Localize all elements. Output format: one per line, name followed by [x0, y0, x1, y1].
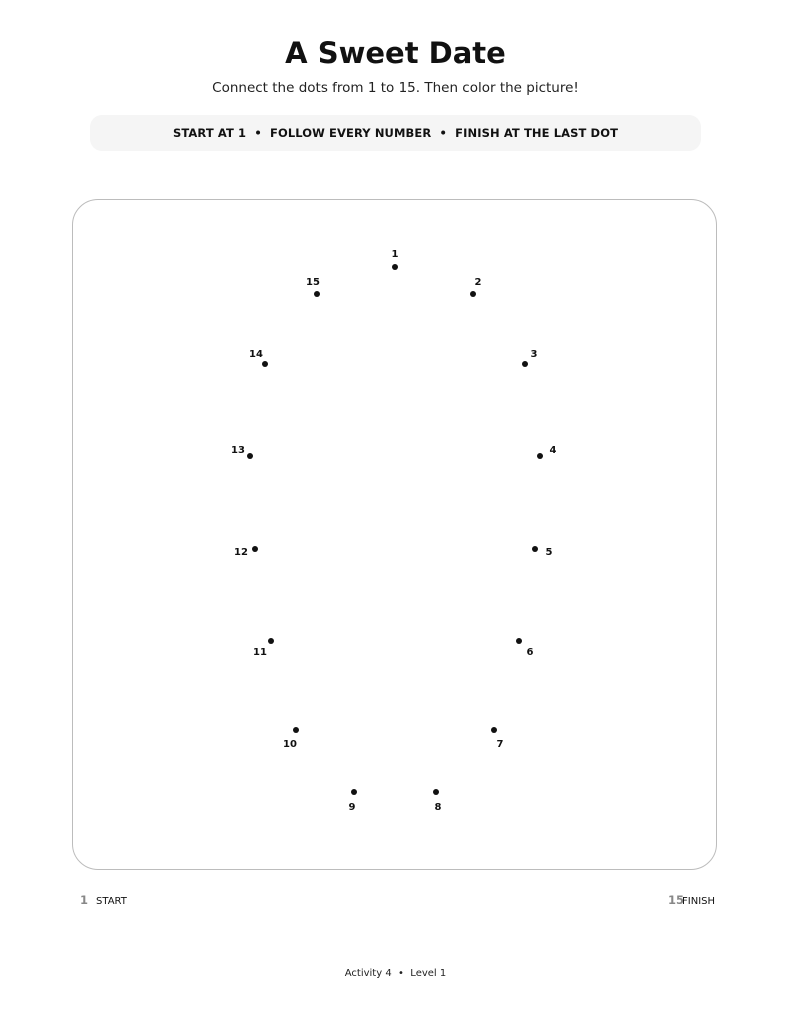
dot-label-13: 13	[231, 445, 245, 456]
dot-11[interactable]	[268, 638, 274, 644]
dot-label-6: 6	[526, 647, 534, 658]
finish-number: 15	[668, 893, 685, 907]
start-number: 1	[80, 893, 89, 907]
dot-label-14: 14	[249, 349, 263, 360]
activity-footer: Activity 4 • Level 1	[344, 968, 447, 979]
dot-9[interactable]	[351, 789, 357, 795]
dot-7[interactable]	[491, 727, 497, 733]
dot-2[interactable]	[470, 291, 476, 297]
start-label: START	[96, 896, 127, 907]
dot-label-3: 3	[530, 349, 538, 360]
dot-label-4: 4	[549, 445, 557, 456]
dot-label-10: 10	[283, 739, 297, 750]
legend-finish	[668, 893, 715, 907]
dot-label-8: 8	[434, 802, 442, 813]
dot-14[interactable]	[262, 361, 268, 367]
dot-label-9: 9	[348, 802, 356, 813]
dot-label-1: 1	[391, 249, 399, 260]
dot-15[interactable]	[314, 291, 320, 297]
finish-label: FINISH	[682, 896, 716, 907]
dot-label-11: 11	[253, 647, 267, 658]
dot-3[interactable]	[522, 361, 528, 367]
dot-label-12: 12	[234, 547, 248, 558]
instructions-text: START AT 1 • FOLLOW EVERY NUMBER • FINISH AT THE LAST DOT	[172, 126, 619, 140]
dot-5[interactable]	[532, 546, 538, 552]
page-subtitle: Connect the dots from 1 to 15. Then color the picture!	[212, 80, 579, 96]
dot-8[interactable]	[433, 789, 439, 795]
dot-4[interactable]	[537, 453, 543, 459]
page-title: A Sweet Date	[285, 36, 506, 70]
dot-1[interactable]	[392, 264, 398, 270]
dot-label-7: 7	[496, 739, 504, 750]
dot-10[interactable]	[293, 727, 299, 733]
legend-start	[80, 893, 127, 907]
dot-label-5: 5	[545, 547, 553, 558]
dot-13[interactable]	[247, 453, 253, 459]
dot-6[interactable]	[516, 638, 522, 644]
dot-label-15: 15	[306, 277, 320, 288]
dot-12[interactable]	[252, 546, 258, 552]
dot-label-2: 2	[474, 277, 482, 288]
